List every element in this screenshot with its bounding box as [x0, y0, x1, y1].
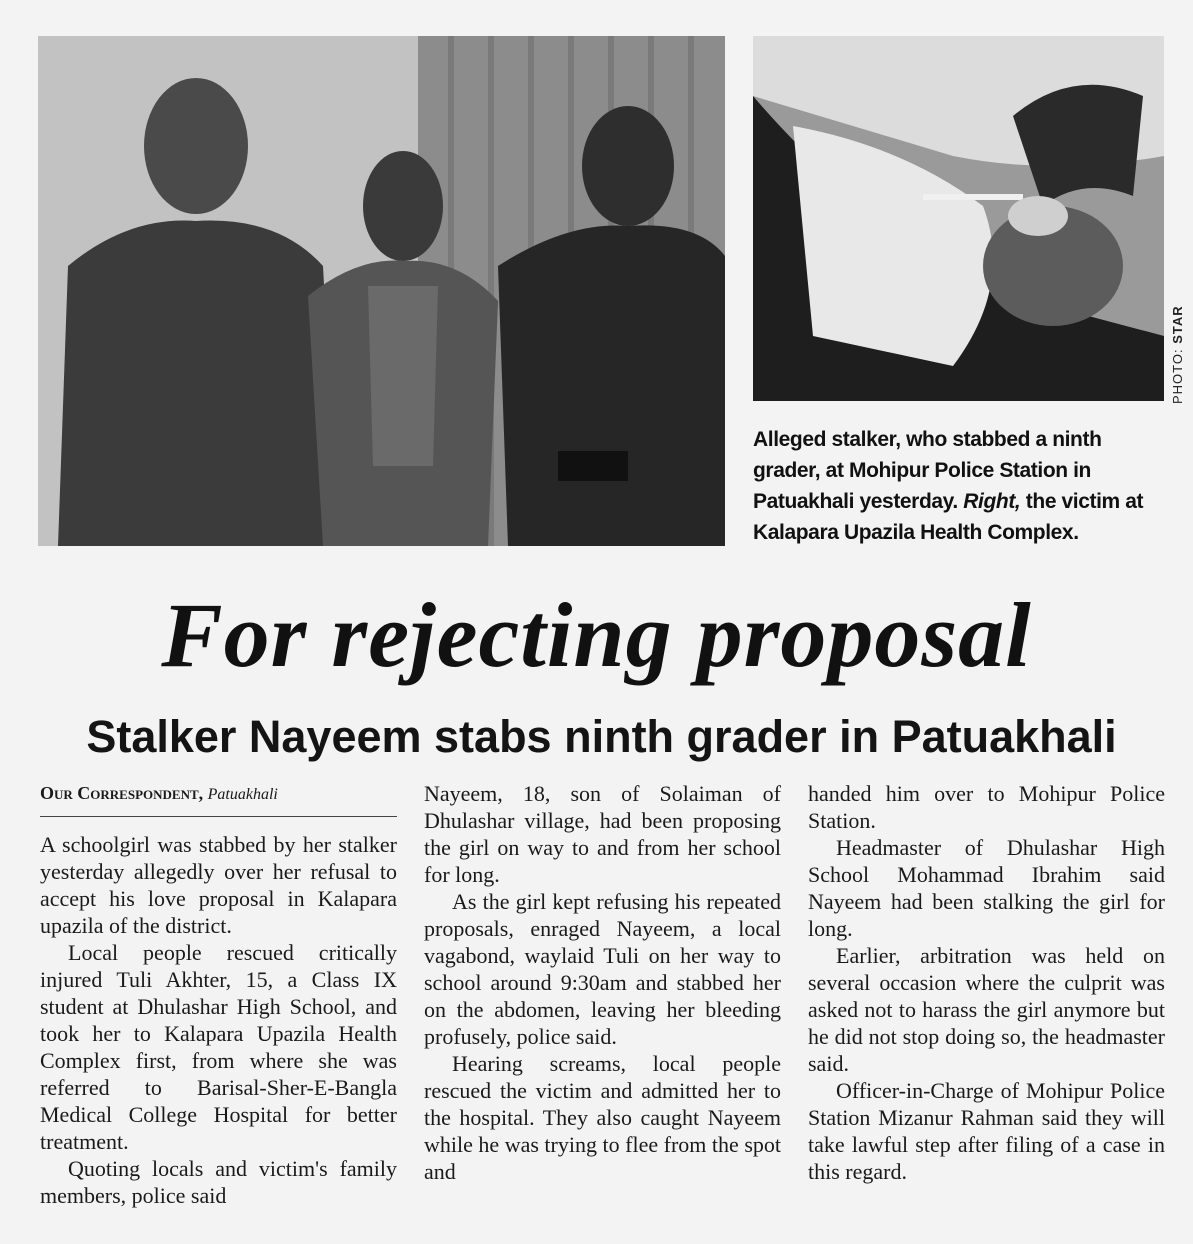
- arrest-photo: [38, 36, 725, 546]
- paragraph: Nayeem, 18, son of Solaiman of Dhulashar village, had been proposing the girl on way to and from her school for long.: [424, 781, 781, 887]
- caption-italic: Right,: [963, 490, 1021, 513]
- paragraph: handed him over to Mohipur Police Station.: [808, 781, 1165, 833]
- subheadline: Stalker Nayeem stabs ninth grader in Patuakhali: [86, 711, 1117, 762]
- byline-name: Our Correspondent,: [40, 783, 204, 803]
- paragraph: Local people rescued critically injured Tuli Akhter, 15, a Class IX student at Dhulashar High School, and took her to Kalapara Upazila Health Complex first, from where she was referred to Barisal-Sher-E-Bangla Medical College Hospital for better treatment.: [40, 940, 397, 1154]
- paragraph: Hearing screams, local people rescued the victim and admitted her to the hospital. They also caught Nayeem while he was trying to flee from the spot and: [424, 1051, 781, 1184]
- paragraph: Officer-in-Charge of Mohipur Police Station Mizanur Rahman said they will take lawful step after filing of a case in this regard.: [808, 1078, 1165, 1184]
- headline: For rejecting proposal: [161, 584, 1032, 686]
- victim-photo: [753, 36, 1164, 401]
- paragraph: Quoting locals and victim's family members, police said: [40, 1156, 397, 1208]
- paragraph: Earlier, arbitration was held on several occasion where the culprit was asked not to harass the girl anymore but he did not stop doing so, the headmaster said.: [808, 943, 1165, 1076]
- paragraph: Headmaster of Dhulashar High School Mohammad Ibrahim said Nayeem had been stalking the girl for long.: [808, 835, 1165, 941]
- article-column-1: [40, 780, 397, 1209]
- arrest-photo-image: [38, 36, 725, 546]
- paragraph: As the girl kept refusing his repeated proposals, enraged Nayeem, a local vagabond, waylaid Tuli on her way to school around 9:30am and stabbed her on the abdomen, leaving her bleeding profusely, police said.: [424, 889, 781, 1049]
- photo-credit: PHOTO: STAR: [1170, 305, 1185, 404]
- byline: [40, 780, 397, 817]
- photo-caption: [753, 424, 1173, 548]
- byline-place: Patuakhali: [207, 786, 278, 803]
- caption-text-2: the victim at Kalapara Upazila Health Complex.: [753, 490, 1144, 544]
- article-column-2: [424, 780, 781, 1185]
- paragraph: A schoolgirl was stabbed by her stalker yesterday allegedly over her refusal to accept his love proposal in Kalapara upazila of the district.: [40, 832, 397, 938]
- article-column-3: [808, 780, 1165, 1185]
- caption-text-1: Alleged stalker, who stabbed a ninth grader, at Mohipur Police Station in Patuakhali yesterday.: [753, 428, 1102, 513]
- victim-photo-image: [753, 36, 1164, 401]
